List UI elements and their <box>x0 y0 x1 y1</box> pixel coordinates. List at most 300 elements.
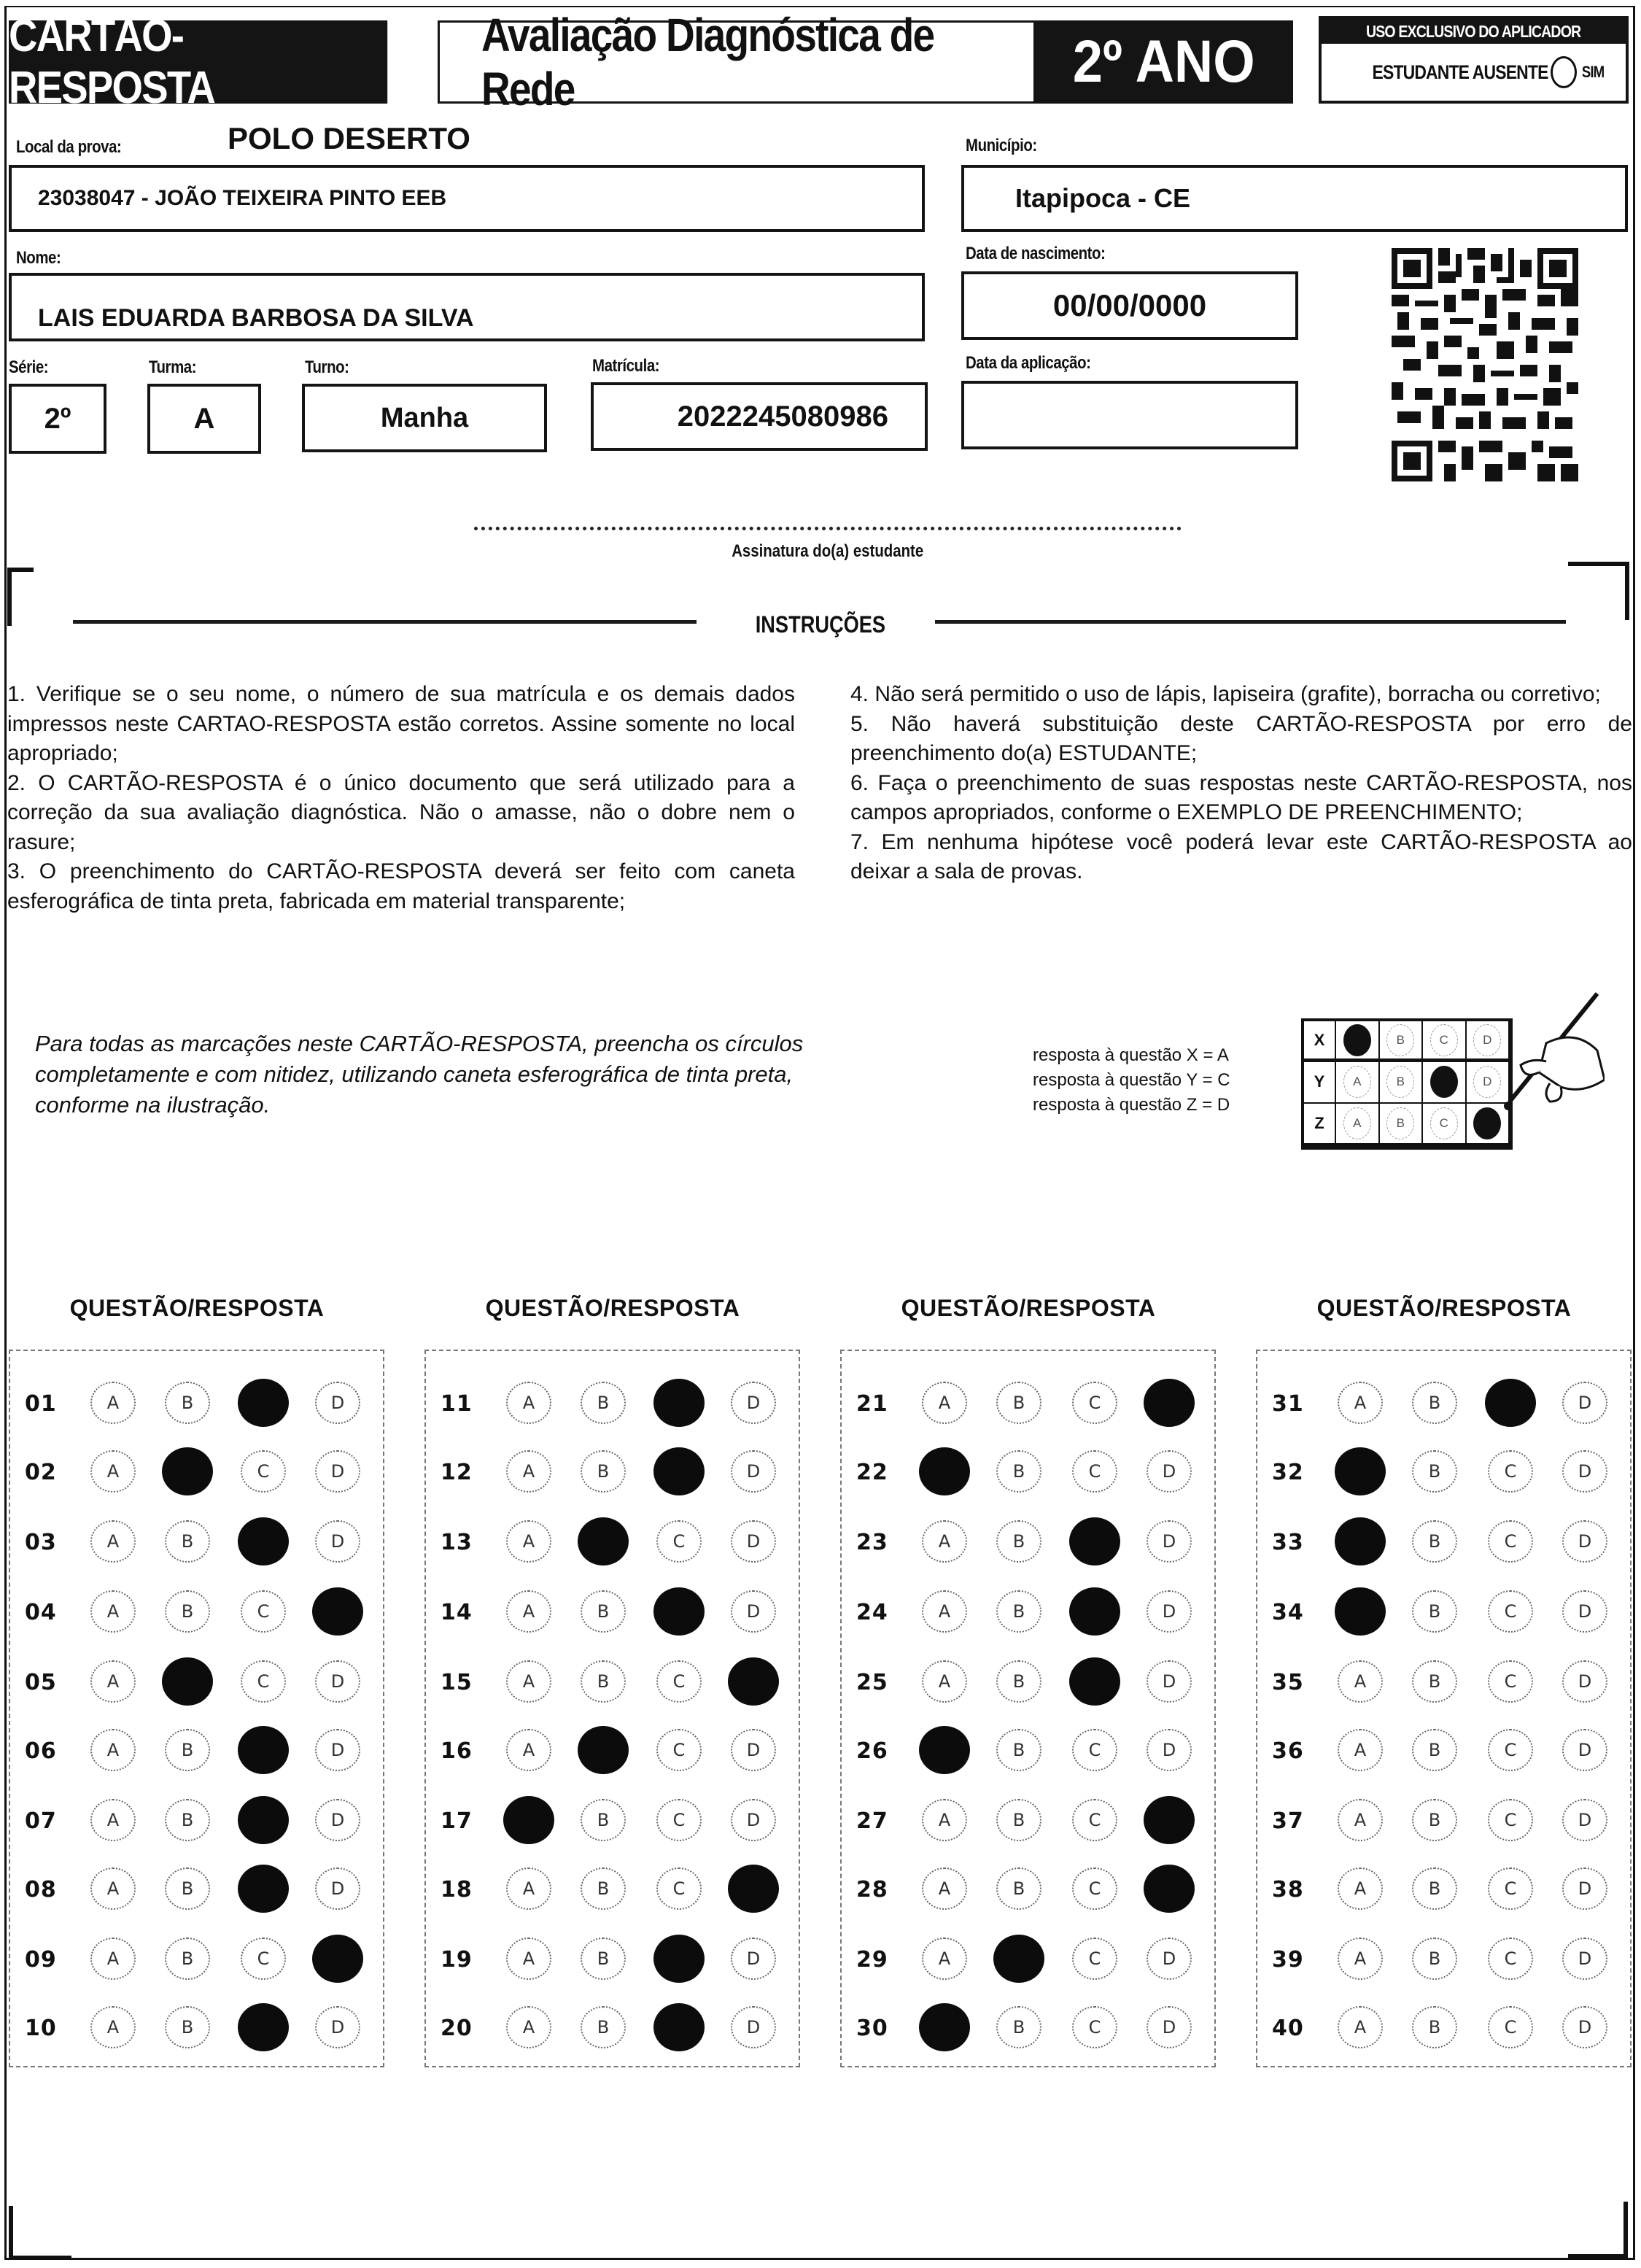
question-row <box>1257 1799 1630 1843</box>
answer-bubble-d[interactable]: D <box>731 2006 776 2048</box>
answer-bubble-b[interactable]: B <box>581 2006 626 2048</box>
question-row <box>426 1799 799 1843</box>
answer-bubble-a[interactable]: A <box>506 1660 551 1703</box>
answer-bubble-a[interactable]: A <box>922 1590 967 1633</box>
answer-bubble-c[interactable]: C <box>241 1660 286 1703</box>
answer-bubble-b[interactable]: B <box>581 1590 626 1633</box>
municipio-label: Município: <box>966 136 1037 155</box>
question-number: 38 <box>1272 1876 1304 1903</box>
example-cell <box>1380 1104 1424 1145</box>
answer-bubble-b[interactable]: B <box>165 1938 210 1980</box>
example-cell <box>1380 1021 1424 1062</box>
answer-bubble-a[interactable] <box>1335 1587 1386 1636</box>
example-bubble: D <box>1473 1066 1501 1098</box>
signature-line[interactable] <box>474 527 1182 530</box>
example-bubble: D <box>1473 1024 1501 1056</box>
instruction-item: 2. O CARTÃO-RESPOSTA é o único documento que será utilizado para a correção da sua avaliação diagnóstica. Não o amasse, não o dobre nem o rasure; <box>7 770 795 854</box>
question-number: 21 <box>856 1390 888 1417</box>
card-title-banner <box>9 11 387 113</box>
question-row <box>1257 1590 1630 1634</box>
answer-bubble-b[interactable]: B <box>1412 1590 1457 1633</box>
question-number: 08 <box>25 1876 57 1903</box>
answer-bubble-a[interactable]: A <box>1338 1382 1383 1424</box>
answer-bubble-b[interactable]: B <box>996 1382 1041 1424</box>
question-number: 34 <box>1272 1599 1304 1625</box>
answer-column-4 <box>1256 1350 1632 2067</box>
answer-bubble-c[interactable] <box>238 1796 289 1844</box>
question-number: 40 <box>1272 2015 1304 2041</box>
answer-bubble-a[interactable]: A <box>90 1729 136 1771</box>
grade-badge <box>1034 20 1293 104</box>
question-row <box>10 1590 383 1634</box>
question-number: 39 <box>1272 1946 1304 1973</box>
answer-bubble-d[interactable] <box>312 1587 363 1636</box>
answer-bubble-d[interactable]: D <box>1147 1450 1192 1493</box>
example-cell <box>1380 1062 1424 1103</box>
answer-bubble-c[interactable]: C <box>656 1660 702 1703</box>
answer-bubble-a[interactable]: A <box>506 2006 551 2048</box>
answer-bubble-a[interactable]: A <box>90 1590 136 1633</box>
answer-bubble-d[interactable]: D <box>315 1382 360 1424</box>
answer-bubble-b[interactable]: B <box>581 1799 626 1841</box>
question-row <box>10 1450 383 1494</box>
question-number: 09 <box>25 1946 57 1973</box>
answer-bubble-c[interactable] <box>238 2003 289 2051</box>
answer-bubble-c[interactable]: C <box>656 1520 702 1563</box>
answer-bubble-b[interactable]: B <box>165 1868 210 1910</box>
answer-bubble-d[interactable]: D <box>315 1520 360 1563</box>
answer-bubble-a[interactable]: A <box>90 1382 136 1424</box>
answer-bubble-b[interactable]: B <box>581 1660 626 1703</box>
answer-bubble-a[interactable]: A <box>1338 1799 1383 1841</box>
answer-bubble-d[interactable]: D <box>731 1450 776 1493</box>
matricula-label: Matrícula: <box>592 356 660 376</box>
answer-bubble-d[interactable] <box>728 1657 779 1706</box>
example-bubble: B <box>1386 1066 1414 1098</box>
question-row <box>1257 1382 1630 1425</box>
answer-bubble-b[interactable]: B <box>165 1382 210 1424</box>
absent-bubble[interactable] <box>1551 56 1577 88</box>
answer-bubble-b[interactable]: B <box>581 1450 626 1493</box>
answer-bubble-b[interactable] <box>162 1657 213 1706</box>
answer-bubble-c[interactable] <box>238 1726 289 1774</box>
answer-bubble-d[interactable]: D <box>731 1590 776 1633</box>
answer-bubble-b[interactable]: B <box>165 1520 210 1563</box>
answer-bubble-a[interactable]: A <box>1338 1868 1383 1910</box>
question-row <box>1257 2006 1630 2050</box>
answer-bubble-a[interactable] <box>919 1726 970 1774</box>
answer-bubble-d[interactable]: D <box>1562 2006 1607 2048</box>
answer-bubble-c[interactable] <box>653 1587 705 1636</box>
answer-bubble-d[interactable]: D <box>1147 2006 1192 2048</box>
answer-bubble-a[interactable]: A <box>506 1729 551 1771</box>
answer-bubble-c[interactable] <box>653 2003 705 2051</box>
instructions-title: INSTRUÇÕES <box>755 611 886 638</box>
answer-bubble-b[interactable]: B <box>1412 1520 1457 1563</box>
answer-bubble-c[interactable]: C <box>1072 1799 1117 1841</box>
answer-bubble-b[interactable]: B <box>996 1520 1041 1563</box>
answer-bubble-d[interactable]: D <box>1562 1382 1607 1424</box>
answer-bubble-a[interactable]: A <box>922 1660 967 1703</box>
local-value: 23038047 - JOÃO TEIXEIRA PINTO EEB <box>38 186 447 210</box>
answer-bubble-a[interactable]: A <box>90 2006 136 2048</box>
question-number: 20 <box>441 2015 473 2041</box>
answer-bubble-b[interactable]: B <box>1412 1450 1457 1493</box>
corner-mark-top-right <box>1625 562 1629 620</box>
answer-bubble-c[interactable] <box>653 1447 705 1495</box>
answer-bubble-c[interactable]: C <box>656 1799 702 1841</box>
example-bubble: B <box>1386 1107 1414 1139</box>
answer-bubble-b[interactable]: B <box>1412 1868 1457 1910</box>
answer-bubble-b[interactable]: B <box>1412 1382 1457 1424</box>
answer-bubble-c[interactable]: C <box>1488 1450 1533 1493</box>
question-number: 01 <box>25 1390 57 1417</box>
answer-bubble-c[interactable] <box>238 1865 289 1913</box>
answer-bubble-c[interactable]: C <box>1488 2006 1533 2048</box>
answer-bubble-a[interactable]: A <box>922 1868 967 1910</box>
answer-bubble-b[interactable]: B <box>996 1799 1041 1841</box>
answer-bubble-d[interactable]: D <box>1562 1799 1607 1841</box>
answer-bubble-b[interactable]: B <box>996 1450 1041 1493</box>
answer-bubble-c[interactable]: C <box>656 1729 702 1771</box>
answer-bubble-d[interactable]: D <box>315 1660 360 1703</box>
answer-bubble-d[interactable]: D <box>731 1729 776 1771</box>
serie-value: 2º <box>44 402 71 435</box>
answer-bubble-d[interactable]: D <box>1147 1938 1192 1980</box>
question-row <box>842 2006 1214 2050</box>
question-number: 33 <box>1272 1529 1304 1555</box>
answer-bubble-a[interactable]: A <box>1338 1938 1383 1980</box>
answer-bubble-a[interactable]: A <box>90 1450 136 1493</box>
answer-bubble-d[interactable] <box>1144 1865 1195 1913</box>
answer-bubble-c[interactable]: C <box>1072 1868 1117 1910</box>
example-bubble: C <box>1430 1107 1458 1139</box>
answer-bubble-a[interactable]: A <box>922 1520 967 1563</box>
answer-bubble-c[interactable] <box>653 1379 705 1427</box>
corner-mark-top-left <box>7 568 12 626</box>
answer-bubble-a[interactable]: A <box>1338 2006 1383 2048</box>
answer-bubble-d[interactable]: D <box>731 1382 776 1424</box>
example-cell <box>1423 1104 1467 1145</box>
answer-bubble-a[interactable]: A <box>90 1520 136 1563</box>
answer-bubble-a[interactable]: A <box>506 1938 551 1980</box>
answer-bubble-b[interactable]: B <box>996 1660 1041 1703</box>
serie-field <box>9 384 106 454</box>
answer-bubble-c[interactable] <box>238 1379 289 1427</box>
question-row <box>10 1660 383 1704</box>
question-number: 18 <box>441 1876 473 1903</box>
example-cell <box>1336 1104 1380 1145</box>
question-number: 17 <box>441 1808 473 1834</box>
answer-bubble-a[interactable]: A <box>90 1660 136 1703</box>
answer-bubble-d[interactable]: D <box>1147 1520 1192 1563</box>
answer-bubble-d[interactable]: D <box>1562 1590 1607 1633</box>
corner-mark-bottom-right-h <box>1568 2254 1628 2259</box>
question-row <box>1257 1729 1630 1773</box>
answer-bubble-d[interactable]: D <box>1562 1938 1607 1980</box>
answer-bubble-d[interactable] <box>1144 1796 1195 1844</box>
absent-label: ESTUDANTE AUSENTE <box>1372 61 1548 83</box>
answer-bubble-b[interactable]: B <box>165 1590 210 1633</box>
example-bubble <box>1343 1024 1371 1056</box>
question-number: 30 <box>856 2015 888 2041</box>
answer-bubble-c[interactable]: C <box>241 1590 286 1633</box>
nascimento-label: Data de nascimento: <box>966 244 1106 263</box>
answer-bubble-c[interactable] <box>1069 1657 1120 1706</box>
question-row <box>842 1729 1214 1773</box>
answer-bubble-b[interactable]: B <box>165 1729 210 1771</box>
answer-bubble-c[interactable] <box>1485 1379 1536 1427</box>
question-number: 29 <box>856 1946 888 1973</box>
question-row <box>1257 1868 1630 1911</box>
column-title: QUESTÃO/RESPOSTA <box>901 1295 1156 1321</box>
question-number: 15 <box>441 1669 473 1695</box>
answer-bubble-b[interactable]: B <box>1412 1938 1457 1980</box>
answer-bubble-a[interactable] <box>1335 1517 1386 1565</box>
answer-bubble-c[interactable]: C <box>1072 1450 1117 1493</box>
example-row-label: Z <box>1304 1104 1336 1145</box>
applicator-box <box>1319 16 1629 104</box>
question-number: 07 <box>25 1808 57 1834</box>
answer-bubble-d[interactable]: D <box>1562 1660 1607 1703</box>
question-number: 16 <box>441 1738 473 1764</box>
signature-label: Assinatura do(a) estudante <box>732 541 924 561</box>
answer-bubble-c[interactable] <box>1069 1517 1120 1565</box>
question-row <box>1257 1520 1630 1564</box>
matricula-field <box>591 382 928 451</box>
question-number: 02 <box>25 1459 57 1485</box>
answer-bubble-c[interactable]: C <box>1488 1590 1533 1633</box>
fill-guide-text: Para todas as marcações neste CARTÃO-RESPOSTA, preencha os círculos completamente e com nitidez, utilizando caneta esferográfica de tinta preta, conforme na ilustração. <box>35 1031 804 1118</box>
answer-bubble-a[interactable]: A <box>90 1938 136 1980</box>
exam-title-box <box>438 9 1036 115</box>
answer-bubble-b[interactable]: B <box>996 1729 1041 1771</box>
answer-bubble-c[interactable] <box>238 1517 289 1565</box>
answer-column-1 <box>9 1350 384 2067</box>
question-number: 12 <box>441 1459 473 1485</box>
question-row <box>10 1799 383 1843</box>
answer-bubble-b[interactable] <box>578 1726 629 1774</box>
question-number: 04 <box>25 1599 57 1625</box>
answer-bubble-b[interactable]: B <box>1412 1660 1457 1703</box>
answer-bubble-d[interactable]: D <box>1562 1520 1607 1563</box>
answer-bubble-c[interactable]: C <box>1072 1382 1117 1424</box>
answer-bubble-d[interactable]: D <box>315 1729 360 1771</box>
question-row <box>426 1729 799 1773</box>
answer-bubble-a[interactable]: A <box>922 1799 967 1841</box>
instruction-item: 6. Faça o preenchimento de suas respostas neste CARTÃO-RESPOSTA, nos campos apropriados, conforme o EXEMPLO DE PREENCHIMENTO; <box>850 770 1632 824</box>
question-row <box>426 1520 799 1564</box>
nascimento-field <box>961 271 1298 340</box>
instructions-rule-right <box>935 620 1566 624</box>
answer-bubble-d[interactable]: D <box>1562 1450 1607 1493</box>
question-number: 27 <box>856 1808 888 1834</box>
example-row-label: Y <box>1304 1062 1336 1103</box>
answer-bubble-d[interactable]: D <box>1147 1660 1192 1703</box>
card-title: CARTÃO-RESPOSTA <box>9 11 215 113</box>
question-row <box>842 1520 1214 1564</box>
answer-bubble-a[interactable]: A <box>1338 1660 1383 1703</box>
column-title: QUESTÃO/RESPOSTA <box>1316 1295 1572 1321</box>
question-row <box>10 1520 383 1564</box>
municipio-value: Itapipoca - CE <box>1015 183 1191 213</box>
answer-bubble-b[interactable]: B <box>1412 2006 1457 2048</box>
question-row <box>10 1938 383 1981</box>
answer-bubble-d[interactable]: D <box>1562 1868 1607 1910</box>
question-row <box>842 1868 1214 1911</box>
answer-bubble-d[interactable]: D <box>315 2006 360 2048</box>
answer-bubble-a[interactable]: A <box>506 1520 551 1563</box>
answer-bubble-a[interactable]: A <box>506 1450 551 1493</box>
aplicacao-label: Data da aplicação: <box>966 353 1091 373</box>
instructions-right-column <box>850 680 1632 887</box>
answer-bubble-b[interactable]: B <box>1412 1729 1457 1771</box>
question-row <box>842 1799 1214 1843</box>
corner-mark-bottom-left <box>9 2206 13 2260</box>
question-number: 19 <box>441 1946 473 1973</box>
answer-bubble-d[interactable]: D <box>1147 1590 1192 1633</box>
answer-bubble-c[interactable]: C <box>656 1868 702 1910</box>
answer-bubble-a[interactable]: A <box>922 1382 967 1424</box>
legend-item: resposta à questão Z = D <box>1033 1095 1230 1115</box>
answer-bubble-d[interactable]: D <box>315 1799 360 1841</box>
instruction-item: 7. Em nenhuma hipótese você poderá levar este CARTÃO-RESPOSTA ao deixar a sala de provas. <box>850 829 1632 883</box>
answer-bubble-b[interactable] <box>162 1447 213 1495</box>
answer-bubble-d[interactable]: D <box>315 1450 360 1493</box>
answer-bubble-b[interactable]: B <box>581 1938 626 1980</box>
question-number: 06 <box>25 1738 57 1764</box>
applicator-heading <box>1322 19 1626 44</box>
answer-bubble-d[interactable]: D <box>731 1520 776 1563</box>
answer-bubble-c[interactable]: C <box>1488 1520 1533 1563</box>
answer-bubble-d[interactable]: D <box>315 1868 360 1910</box>
answer-bubble-b[interactable]: B <box>165 2006 210 2048</box>
answer-bubble-c[interactable]: C <box>1488 1660 1533 1703</box>
answer-bubble-d[interactable]: D <box>731 1938 776 1980</box>
answer-bubble-b[interactable]: B <box>1412 1799 1457 1841</box>
instruction-item: 1. Verifique se o seu nome, o número de sua matrícula e os demais dados impressos neste CARTAO-RESPOSTA estão corretos. Assine somente no local apropriado; <box>7 682 795 765</box>
example-bubble: B <box>1386 1024 1414 1056</box>
answer-bubble-c[interactable]: C <box>1488 1938 1533 1980</box>
answer-bubble-d[interactable] <box>1144 1379 1195 1427</box>
answer-bubble-c[interactable]: C <box>1072 1938 1117 1980</box>
applicator-heading-text: USO EXCLUSIVO DO APLICADOR <box>1366 21 1581 41</box>
answer-bubble-a[interactable] <box>919 2003 970 2051</box>
answer-bubble-c[interactable]: C <box>1488 1799 1533 1841</box>
polo-name: POLO DESERTO <box>228 121 470 155</box>
column-title: QUESTÃO/RESPOSTA <box>485 1295 740 1321</box>
question-row <box>842 1660 1214 1704</box>
answer-bubble-a[interactable]: A <box>506 1382 551 1424</box>
answer-bubble-b[interactable]: B <box>165 1799 210 1841</box>
answer-bubble-d[interactable]: D <box>1147 1729 1192 1771</box>
answer-bubble-a[interactable] <box>503 1796 554 1844</box>
answer-bubble-d[interactable] <box>312 1935 363 1983</box>
local-label: Local da prova: <box>16 137 122 157</box>
nome-value: LAIS EDUARDA BARBOSA DA SILVA <box>38 303 474 332</box>
fill-example-grid <box>1301 1018 1513 1150</box>
question-number: 35 <box>1272 1669 1304 1695</box>
question-number: 32 <box>1272 1459 1304 1485</box>
qr-code <box>1392 248 1578 481</box>
answer-bubble-a[interactable] <box>919 1447 970 1495</box>
question-row <box>10 1868 383 1911</box>
question-row <box>10 1382 383 1425</box>
answer-bubble-c[interactable]: C <box>1488 1729 1533 1771</box>
question-number: 26 <box>856 1738 888 1764</box>
answer-bubble-d[interactable]: D <box>731 1799 776 1841</box>
answer-bubble-a[interactable]: A <box>1338 1729 1383 1771</box>
answer-bubble-b[interactable] <box>578 1517 629 1565</box>
answer-bubble-c[interactable] <box>653 1935 705 1983</box>
instruction-item: 4. Não será permitido o uso de lápis, lapiseira (grafite), borracha ou corretivo; <box>850 682 1601 706</box>
example-cell <box>1336 1021 1380 1062</box>
answer-bubble-a[interactable]: A <box>90 1799 136 1841</box>
answer-bubble-b[interactable]: B <box>996 2006 1041 2048</box>
hand-pen-illustration-icon <box>1495 992 1605 1138</box>
nome-field <box>9 273 925 341</box>
grade-badge-text: 2º ANO <box>1072 28 1255 95</box>
answer-bubble-c[interactable]: C <box>241 1938 286 1980</box>
question-number: 03 <box>25 1529 57 1555</box>
answer-bubble-c[interactable]: C <box>241 1450 286 1493</box>
instruction-item: 5. Não haverá substituição deste CARTÃO-RESPOSTA por erro de preenchimento do(a) ESTUDANTE; <box>850 711 1632 765</box>
turno-field <box>302 384 547 452</box>
matricula-value: 2022245080986 <box>677 400 888 433</box>
answer-bubble-d[interactable]: D <box>1562 1729 1607 1771</box>
answer-column-3 <box>840 1350 1216 2067</box>
answer-bubble-b[interactable]: B <box>996 1868 1041 1910</box>
question-number: 11 <box>441 1390 473 1417</box>
answer-bubble-a[interactable]: A <box>506 1868 551 1910</box>
question-number: 24 <box>856 1599 888 1625</box>
answer-bubble-c[interactable]: C <box>1072 1729 1117 1771</box>
question-row <box>1257 1938 1630 1981</box>
answer-bubble-b[interactable]: B <box>581 1382 626 1424</box>
example-legend <box>1033 1043 1230 1118</box>
absent-option <box>1322 44 1626 101</box>
answer-bubble-c[interactable]: C <box>1488 1868 1533 1910</box>
corner-mark-top-right-h <box>1568 562 1629 566</box>
answer-bubble-c[interactable]: C <box>1072 2006 1117 2048</box>
answer-bubble-c[interactable] <box>1069 1587 1120 1636</box>
answer-bubble-a[interactable]: A <box>922 1938 967 1980</box>
aplicacao-field[interactable] <box>961 381 1298 449</box>
question-number: 23 <box>856 1529 888 1555</box>
answer-bubble-d[interactable] <box>728 1865 779 1913</box>
answer-bubble-b[interactable]: B <box>581 1868 626 1910</box>
answer-bubble-b[interactable]: B <box>996 1590 1041 1633</box>
answer-bubble-a[interactable] <box>1335 1447 1386 1495</box>
question-row <box>1257 1660 1630 1704</box>
question-number: 25 <box>856 1669 888 1695</box>
turno-label: Turno: <box>305 357 349 377</box>
question-row <box>426 1382 799 1425</box>
example-bubble: A <box>1343 1107 1371 1139</box>
answer-bubble-b[interactable] <box>993 1935 1044 1983</box>
turno-value: Manha <box>380 402 469 433</box>
answer-bubble-a[interactable]: A <box>506 1590 551 1633</box>
question-number: 28 <box>856 1876 888 1903</box>
answer-bubble-a[interactable]: A <box>90 1868 136 1910</box>
example-cell <box>1336 1062 1380 1103</box>
question-number: 31 <box>1272 1390 1304 1417</box>
nascimento-value: 00/00/0000 <box>1052 288 1207 322</box>
example-cell <box>1423 1062 1467 1103</box>
question-number: 13 <box>441 1529 473 1555</box>
local-field <box>9 165 925 232</box>
question-row <box>426 2006 799 2050</box>
